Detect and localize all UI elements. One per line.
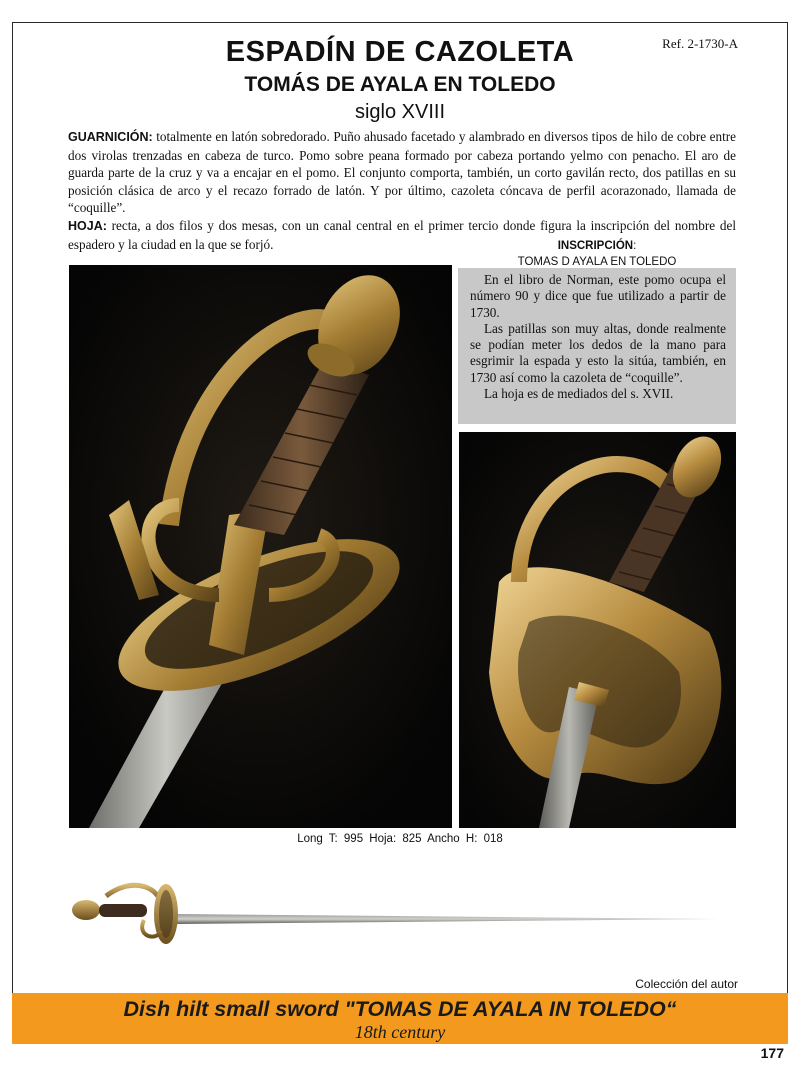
note-paragraph-1: En el libro de Norman, este pomo ocupa el número 90 y dice que fue utilizado a partir de 1730. — [470, 272, 726, 320]
guarnicion-label: GUARNICIÓN: — [68, 130, 153, 144]
reference-number: Ref. 2-1730-A — [662, 36, 738, 51]
century-label: siglo XVIII — [354, 101, 446, 123]
page-number: 177 — [760, 1045, 784, 1061]
page-subtitle: TOMÁS DE AYALA EN TOLEDO — [244, 73, 556, 96]
note-paragraph-2: Las patillas son muy altas, donde realmente se podían meter los dedos de la mano para esgrimir la espada y esto la sitúa, también, en 1730 así como la cazoleta de “coquille”. — [470, 320, 726, 385]
inscription-text: TOMAS D AYALA EN TOLEDO — [517, 256, 677, 268]
hoja-label: HOJA: — [68, 218, 107, 233]
english-century: 18th century — [354, 1022, 446, 1042]
hoja-text: recta, a dos filos y dos mesas, con un canal central en el primer tercio donde figura la inscripción del nombre del espadero y la ciudad en la que se forjó. — [68, 217, 736, 252]
measurements: Long T: 995 Hoja: 825 Ancho H: 018 — [297, 833, 503, 845]
inscription-heading — [458, 240, 736, 252]
inscription-colon: : — [633, 240, 637, 252]
guarnicion-text: totalmente en latón sobredorado. Puño ahusado facetado y alambrado en diversos tipos de hilo de cobre entre dos virolas trenzadas en cabeza de turco. Pomo sobre peana formado por cabeza portando yelmo con penacho. El aro de guarda parte de la cruz y va a encajar en el pomo. El conjunto comporta, también, un corto gavilán recto, dos patillas en su posición clásica de arco y el recazo forrado de latón. Y por último, cazoleta cóncava de perfil acorazonado, llamada de “coquille”. — [68, 129, 736, 216]
full-sword-image — [66, 876, 726, 953]
note-paragraph-3: La hoja es de mediados del s. XVII. — [484, 386, 674, 402]
hilt-photo-main — [69, 265, 452, 828]
english-title: Dish hilt small sword "TOMAS DE AYALA IN TOLEDO“ — [123, 997, 677, 1021]
english-title-band — [12, 993, 788, 1044]
inscription-label: INSCRIPCIÓN — [557, 240, 634, 252]
collection-credit: Colección del autor — [635, 977, 738, 991]
note-box — [458, 268, 736, 424]
page-title: ESPADÍN DE CAZOLETA — [225, 36, 575, 68]
description — [68, 128, 736, 253]
hilt-photo-side — [459, 432, 736, 828]
